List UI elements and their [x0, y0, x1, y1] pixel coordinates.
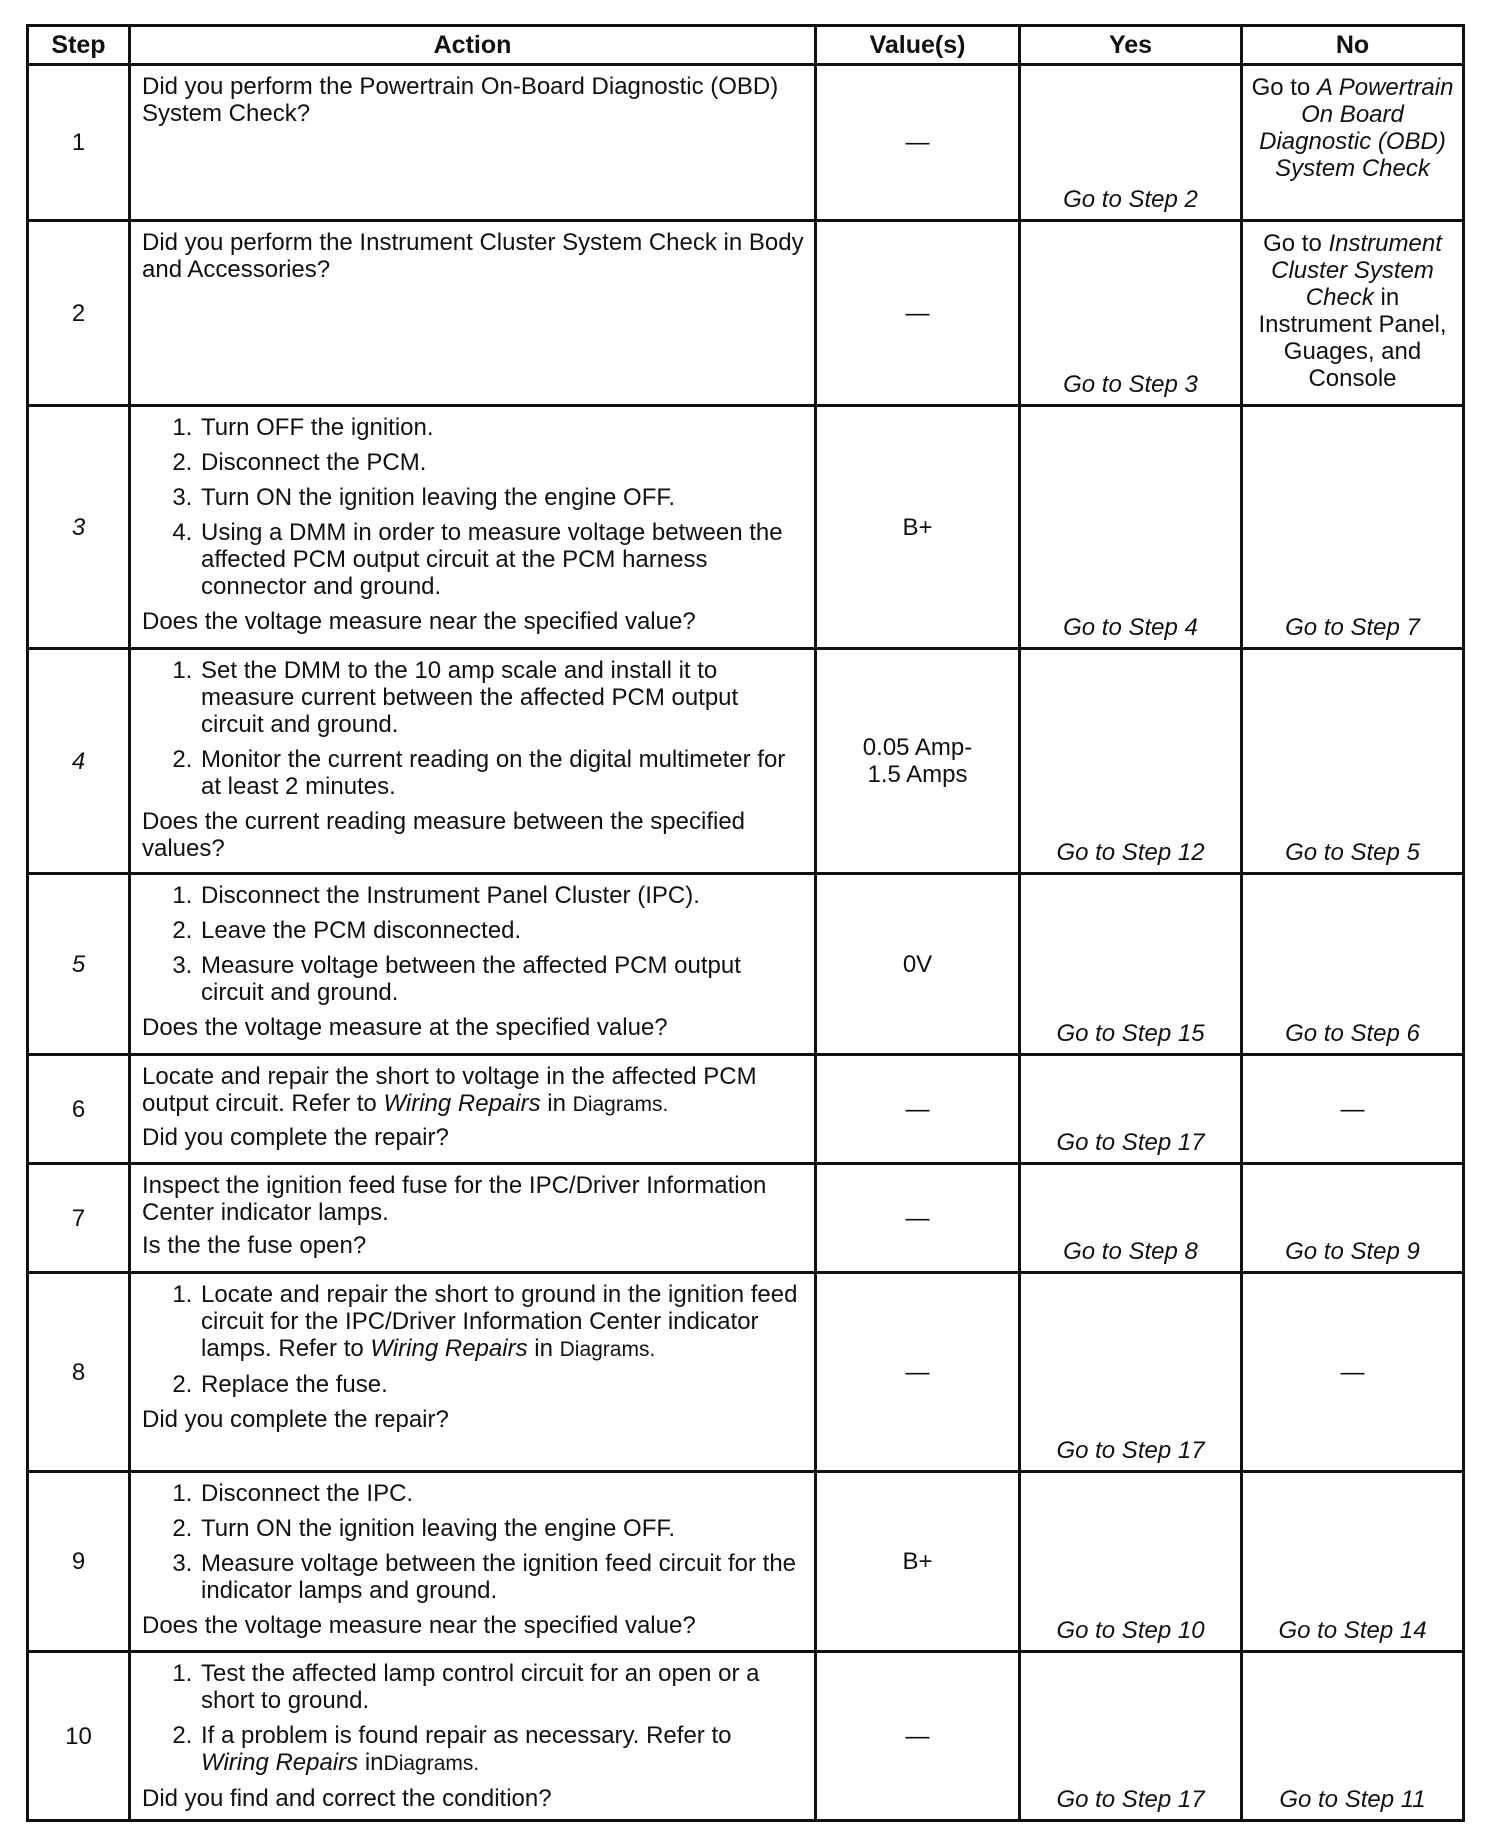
action-question: Did you find and correct the condition? [142, 1785, 552, 1812]
value-cell [816, 406, 1020, 649]
value-text: — [905, 1722, 930, 1750]
action-list [142, 882, 804, 1006]
header-yes: Yes [1020, 26, 1242, 65]
wiring-repairs-ref[interactable]: Wiring Repairs [383, 1090, 541, 1117]
yes-cell [1020, 649, 1242, 874]
action-question: Did you complete the repair? [142, 1406, 449, 1433]
no-cell [1242, 1273, 1464, 1472]
table-row [28, 65, 1464, 221]
no-link[interactable]: Go to Step 9 [1285, 1238, 1420, 1265]
wiring-repairs-ref[interactable]: Wiring Repairs [201, 1749, 359, 1776]
no-link[interactable]: Go to Instrument Cluster System Check in Instrument Panel, Guages, and Console [1258, 230, 1447, 392]
yes-link[interactable]: Go to Step 17 [1056, 1437, 1205, 1464]
action-text: Did you perform the Powertrain On-Board Diagnostic (OBD) System Check? [142, 73, 779, 127]
action-list [142, 1281, 804, 1398]
table-row [28, 1055, 1464, 1164]
value-cell [816, 1472, 1020, 1652]
value-text: — [905, 129, 930, 156]
action-text: Inspect the ignition feed fuse for the IPC/Driver Information Center indicator lamps. [142, 1172, 767, 1226]
value-text: 0V [902, 950, 933, 978]
no-cell [1242, 1472, 1464, 1652]
header-row [28, 26, 1464, 65]
action-item: 1. Set the DMM to the 10 amp scale and install it to measure current between the affected PCM output circuit and ground. [199, 657, 804, 738]
yes-cell [1020, 406, 1242, 649]
table-row [28, 1164, 1464, 1273]
yes-cell [1020, 221, 1242, 406]
no-cell [1242, 221, 1464, 406]
action-list [142, 414, 804, 600]
no-cell [1242, 874, 1464, 1055]
action-item: 2. Leave the PCM disconnected. [199, 917, 804, 944]
no-link[interactable]: Go to Step 6 [1285, 1020, 1420, 1047]
value-cell [816, 874, 1020, 1055]
action-question: Does the voltage measure near the specified value? [142, 608, 696, 635]
step-number: 6 [28, 1055, 130, 1164]
action-cell [130, 1652, 816, 1821]
action-cell [130, 1055, 816, 1164]
no-cell [1242, 1164, 1464, 1273]
action-list [142, 1480, 804, 1604]
table-row [28, 221, 1464, 406]
action-list [142, 657, 804, 800]
yes-link[interactable]: Go to Step 8 [1063, 1238, 1198, 1265]
step-number: 10 [28, 1652, 130, 1821]
yes-cell [1020, 1472, 1242, 1652]
yes-cell [1020, 1055, 1242, 1164]
table-row [28, 1652, 1464, 1821]
table-row [28, 1273, 1464, 1472]
header-values: Value(s) [816, 26, 1020, 65]
action-item: 3. Measure voltage between the affected PCM output circuit and ground. [199, 952, 804, 1006]
step-number: 7 [28, 1164, 130, 1273]
header-action: Action [130, 26, 816, 65]
no-cell [1242, 65, 1464, 221]
step-number: 2 [28, 221, 130, 406]
value-cell [816, 1164, 1020, 1273]
yes-link[interactable]: Go to Step 2 [1063, 186, 1198, 213]
step-number: 1 [28, 65, 130, 221]
table-row [28, 649, 1464, 874]
value-text: B+ [902, 513, 933, 541]
yes-cell [1020, 1164, 1242, 1273]
no-link[interactable]: Go to A Powertrain On Board Diagnostic (OBD) System Check [1251, 74, 1454, 182]
action-cell [130, 1273, 816, 1472]
step-number: 8 [28, 1273, 130, 1472]
value-text: B+ [902, 1548, 933, 1575]
yes-link[interactable]: Go to Step 3 [1063, 371, 1198, 398]
action-question: Does the voltage measure at the specified value? [142, 1014, 668, 1041]
yes-link[interactable]: Go to Step 4 [1063, 614, 1198, 641]
table-row [28, 874, 1464, 1055]
yes-link[interactable]: Go to Step 17 [1056, 1786, 1205, 1813]
header-step: Step [28, 26, 130, 65]
action-item: 1. Turn OFF the ignition. [199, 414, 804, 441]
no-cell [1242, 649, 1464, 874]
value-text-line2: 1.5 Amps [867, 761, 968, 788]
no-cell [1242, 1055, 1464, 1164]
action-cell [130, 65, 816, 221]
action-item: 1. Disconnect the Instrument Panel Cluster (IPC). [199, 882, 804, 909]
value-cell [816, 221, 1020, 406]
action-cell [130, 874, 816, 1055]
table-row [28, 1472, 1464, 1652]
action-list [142, 1660, 804, 1777]
action-item: 1. Test the affected lamp control circuit for an open or a short to ground. [199, 1660, 804, 1714]
yes-cell [1020, 874, 1242, 1055]
action-item: 3. Turn ON the ignition leaving the engine OFF. [199, 484, 804, 511]
value-text: — [905, 1204, 930, 1232]
action-item: 3. Measure voltage between the ignition feed circuit for the indicator lamps and ground. [199, 1550, 804, 1604]
value-cell [816, 1055, 1020, 1164]
action-item: 2. Turn ON the ignition leaving the engine OFF. [199, 1515, 804, 1542]
step-number: 4 [28, 649, 130, 874]
action-cell [130, 406, 816, 649]
step-number: 9 [28, 1472, 130, 1652]
no-text: — [1340, 1095, 1365, 1123]
diagnostic-table [26, 24, 1465, 1822]
value-text: — [905, 1358, 930, 1386]
yes-link[interactable]: Go to Step 12 [1056, 839, 1205, 866]
value-cell [816, 649, 1020, 874]
action-item: 4. Using a DMM in order to measure voltage between the affected PCM output circuit at the PCM harness connector and ground. [199, 519, 804, 600]
action-item: 1. Disconnect the IPC. [199, 1480, 804, 1507]
no-text: — [1340, 1358, 1365, 1386]
action-text: Did you perform the Instrument Cluster System Check in Body and Accessories? [142, 229, 804, 283]
action-item: 2. If a problem is found repair as necessary. Refer to Wiring Repairs inDiagrams. [199, 1722, 804, 1777]
table-row [28, 406, 1464, 649]
header-no: No [1242, 26, 1464, 65]
yes-cell [1020, 65, 1242, 221]
action-item: 2. Disconnect the PCM. [199, 449, 804, 476]
yes-link[interactable]: Go to Step 17 [1056, 1129, 1205, 1156]
action-cell [130, 1164, 816, 1273]
action-text: Locate and repair the short to voltage in the affected PCM output circuit. Refer to Wiring Repairs in Diagrams. [142, 1063, 757, 1117]
no-cell [1242, 406, 1464, 649]
action-cell [130, 221, 816, 406]
action-question: Does the current reading measure between the specified values? [142, 808, 746, 862]
value-text: — [905, 299, 930, 327]
no-link[interactable]: Go to Step 7 [1285, 614, 1420, 641]
diagnostic-table-container [26, 24, 1462, 1822]
action-question: Does the voltage measure near the specified value? [142, 1612, 696, 1639]
step-number: 5 [28, 874, 130, 1055]
yes-link[interactable]: Go to Step 15 [1056, 1020, 1205, 1047]
value-cell [816, 1273, 1020, 1472]
action-question: Is the the fuse open? [142, 1232, 367, 1259]
value-text-line1: 0.05 Amp- [862, 734, 973, 761]
action-item: 1. Locate and repair the short to ground in the ignition feed circuit for the IPC/Driver Information Center indicator lamps. Refer to Wiring Repairs in Diagrams. [199, 1281, 804, 1363]
action-item: 2. Replace the fuse. [199, 1371, 804, 1398]
no-cell [1242, 1652, 1464, 1821]
step-number: 3 [28, 406, 130, 649]
wiring-repairs-ref[interactable]: Wiring Repairs [370, 1335, 528, 1362]
value-text: — [905, 1095, 930, 1123]
no-link[interactable]: Go to Step 14 [1278, 1617, 1427, 1644]
no-link[interactable]: Go to Step 11 [1279, 1786, 1426, 1813]
action-cell [130, 1472, 816, 1652]
yes-cell [1020, 1652, 1242, 1821]
value-cell [816, 1652, 1020, 1821]
value-cell [816, 65, 1020, 221]
yes-link[interactable]: Go to Step 10 [1056, 1617, 1205, 1644]
action-cell [130, 649, 816, 874]
action-item: 2. Monitor the current reading on the digital multimeter for at least 2 minutes. [199, 746, 804, 800]
yes-cell [1020, 1273, 1242, 1472]
action-question: Did you complete the repair? [142, 1124, 449, 1151]
no-link[interactable]: Go to Step 5 [1285, 839, 1420, 866]
